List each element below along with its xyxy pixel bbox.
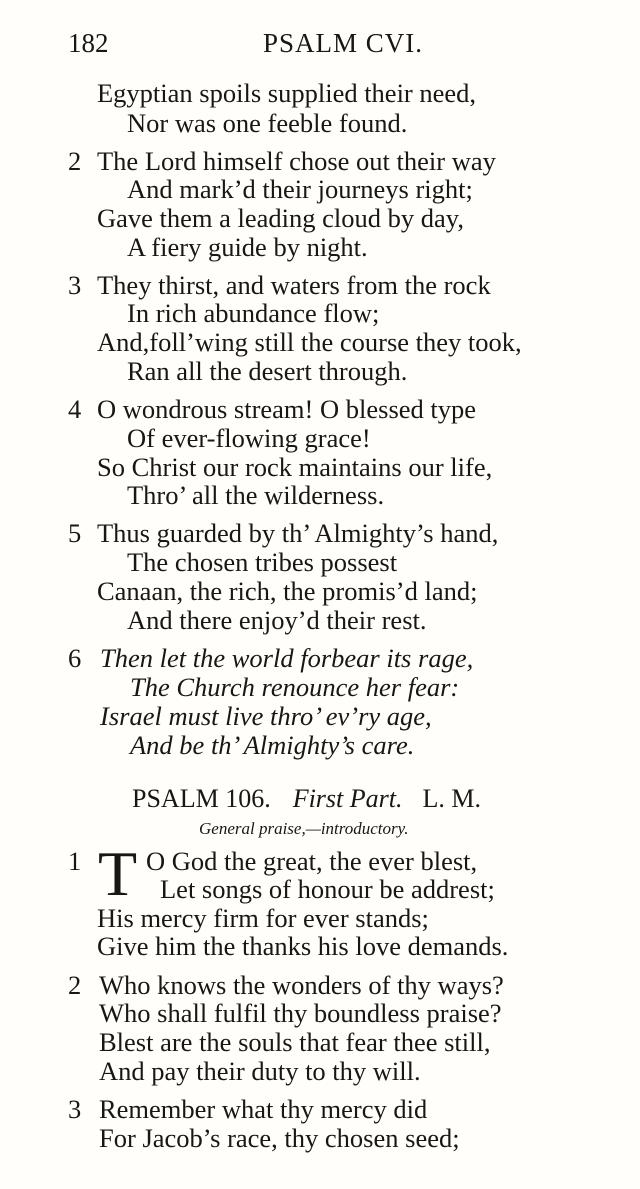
verse-line: For Jacob’s race, thy chosen seed; [99,1123,460,1153]
running-title: PSALM CVI. [263,28,424,58]
verse-line: And mark’d their journeys right; [127,174,473,204]
verse-line: Thus guarded by th’ Almighty’s hand, [97,518,499,548]
verse-line: O God the great, the ever blest, [146,846,478,876]
verse-line: Gave them a leading cloud by day, [97,203,464,233]
stanza-number: 2 [68,146,82,176]
verse-line: Let songs of honour be addrest; [160,874,495,904]
verse-line: His mercy firm for ever stands; [97,903,429,933]
stanza-number: 6 [68,643,82,673]
verse-line: The chosen tribes possest [127,547,398,577]
verse-line: In rich abundance flow; [127,298,380,328]
verse-line: Thro’ all the wilderness. [127,480,385,510]
psalm-meter: L. M. [422,784,481,813]
verse-line: Nor was one feeble found. [127,108,408,138]
verse-line: Of ever-flowing grace! [127,423,371,453]
page-number: 182 [68,28,109,58]
verse-line: Blest are the souls that fear thee still, [99,1027,491,1057]
verse-line: They thirst, and waters from the rock [97,270,491,300]
verse-line: Remember what thy mercy did [99,1094,428,1124]
verse-line: And there enjoy’d their rest. [127,605,427,635]
verse-line: And pay their duty to thy will. [99,1056,421,1086]
verse-line: The Church renounce her fear: [130,672,460,702]
stanza-number: 4 [68,394,82,424]
psalm-part: First Part. [292,784,403,813]
drop-cap: T [98,838,138,909]
verse-line: And be th’ Almighty’s care. [130,730,415,760]
verse-line: So Christ our rock maintains our life, [97,452,493,482]
page-header [68,28,580,62]
stanza-number: 5 [68,518,82,548]
psalm-title: PSALM 106. [132,784,271,813]
verse-line: Give him the thanks his love demands. [97,931,509,961]
verse-line: Who shall fulfil thy boundless praise? [99,998,502,1028]
verse-line: And,foll’wing still the course they took, [97,327,522,357]
verse-line: Ran all the desert through. [127,356,408,386]
verse-line: Who knows the wonders of thy ways? [99,970,504,1000]
stanza-number: 1 [68,846,82,876]
verse-line: Canaan, the rich, the promis’d land; [97,576,478,606]
psalm-subtitle: General praise,—introductory. [199,819,409,838]
psalm-heading [132,784,481,814]
verse-line: Egyptian spoils supplied their need, [97,78,477,108]
verse-line: The Lord himself chose out their way [97,146,496,176]
verse-line: A fiery guide by night. [127,232,368,262]
verse-line: Israel must live thro’ ev’ry age, [100,701,432,731]
stanza-number: 2 [68,970,82,1000]
stanza-number: 3 [68,270,82,300]
verse-line: Then let the world forbear its rage, [100,643,474,673]
stanza-number: 3 [68,1094,82,1124]
verse-line: O wondrous stream! O blessed type [97,394,477,424]
